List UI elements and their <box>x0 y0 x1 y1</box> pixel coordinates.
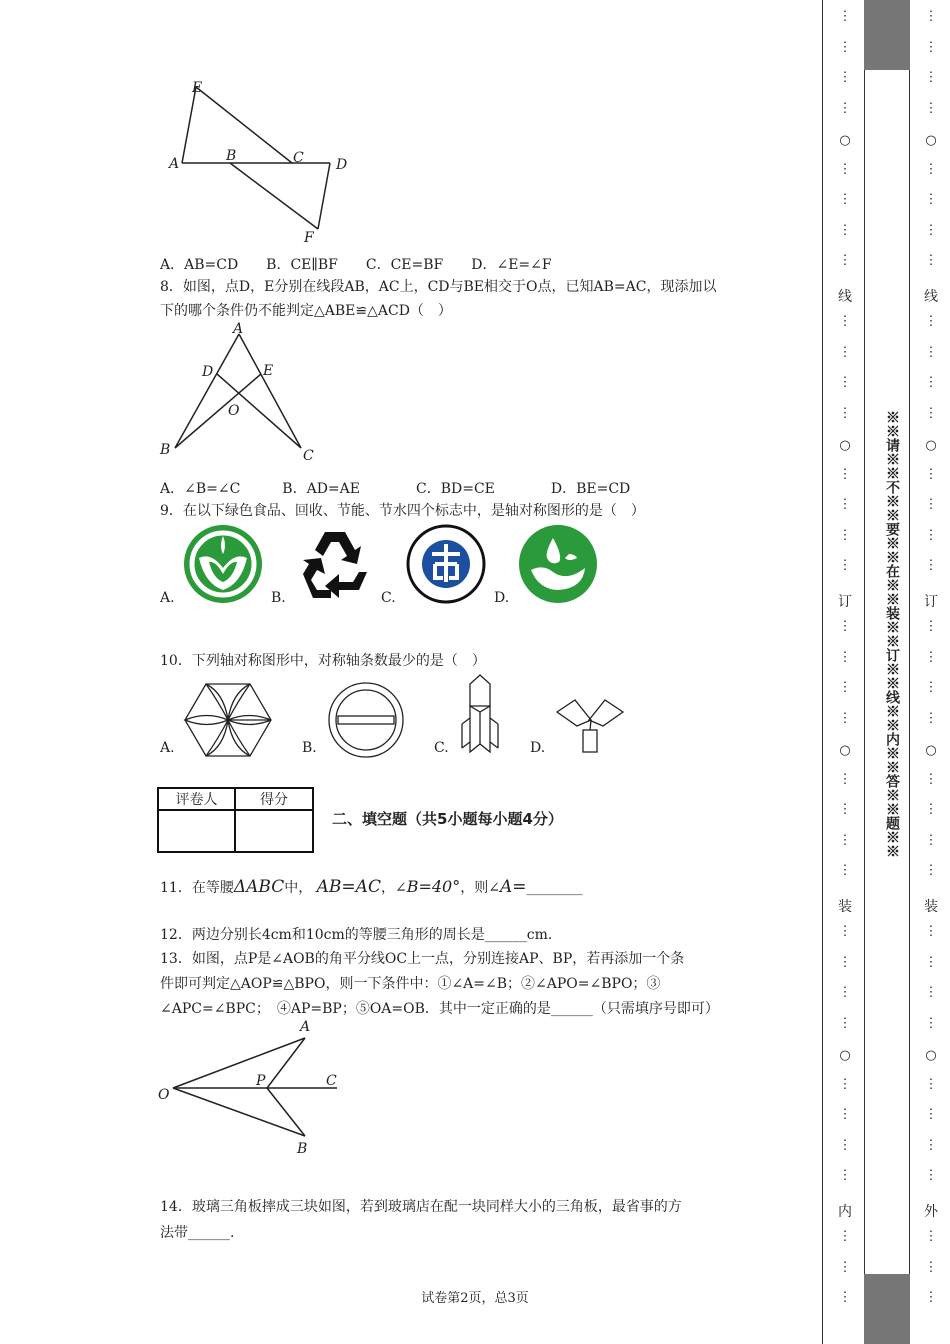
margin-dots: ⋮ <box>838 253 852 268</box>
q13-blank[interactable]: ______ <box>550 1001 593 1017</box>
inner-binding-column <box>834 0 856 1344</box>
q8-figure <box>155 320 325 465</box>
q13-label-a: A <box>300 1019 311 1035</box>
margin-border-right <box>909 0 910 1344</box>
margin-dots: ⋮ <box>924 619 938 634</box>
margin-dots: ⋮ <box>838 985 852 1000</box>
margin-label: 线 <box>924 289 938 305</box>
margin-label: 订 <box>924 594 938 610</box>
margin-dots: ⋮ <box>838 100 852 116</box>
margin-dots: ⋮ <box>838 558 852 573</box>
arrow-figure <box>458 672 504 756</box>
margin-dots: ⋮ <box>924 39 938 55</box>
energy-saving-logo-icon <box>405 524 487 604</box>
score-cell[interactable] <box>235 810 313 852</box>
q8-label-d: D <box>202 364 214 380</box>
margin-dots: ⋮ <box>838 1168 852 1183</box>
margin-dots: ⋮ <box>838 954 852 970</box>
recycle-logo-icon <box>295 524 375 604</box>
margin-dots: ⋮ <box>924 924 938 939</box>
three-blade-figure <box>555 696 625 756</box>
q13-line3-a: ∠APC=∠BPC； ④AP=BP；⑤OA=OB．其中一定正确的是 <box>160 1001 551 1017</box>
q8-label-a: A <box>233 321 244 337</box>
margin-dots: ⋮ <box>924 802 938 817</box>
no-answer-warning: ※※请※※不※※要※※在※※装※※订※※线※※内※※答※※题※※ <box>884 410 900 858</box>
margin-top-block <box>864 0 910 70</box>
margin-dots: ⋮ <box>924 1229 938 1244</box>
q8-label-c: C <box>303 448 314 464</box>
reviewer-header: 评卷人 <box>158 788 235 810</box>
q11-equation: AB=AC <box>316 877 381 897</box>
q11-angle: B=40° <box>406 877 461 896</box>
margin-dots: ⋮ <box>924 649 938 665</box>
margin-dots: ⋮ <box>924 192 938 207</box>
q10-line1: 10．下列轴对称图形中，对称轴条数最少的是（ ） <box>160 653 486 669</box>
q10-option-b-label: B. <box>302 740 317 756</box>
margin-dots: ⋮ <box>924 405 938 421</box>
margin-label: 订 <box>838 594 852 610</box>
q7-label-d: D <box>336 157 348 173</box>
margin-circle: ○ <box>839 438 851 453</box>
q12-blank[interactable]: ______ <box>484 927 527 943</box>
margin-circle: ○ <box>925 1048 937 1063</box>
q14-blank[interactable]: ______ <box>188 1225 230 1241</box>
q11-prefix: 11．在等腰 <box>160 880 234 896</box>
q14-line2-a: 法带 <box>160 1225 188 1241</box>
q7-label-f: F <box>304 230 314 245</box>
q8-label-e: E <box>263 363 274 379</box>
margin-dots: ⋮ <box>838 1076 852 1092</box>
margin-dots: ⋮ <box>838 39 852 55</box>
q9-line1: 9．在以下绿色食品、回收、节能、节水四个标志中，是轴对称图形的是（ ） <box>160 503 645 519</box>
margin-dots: ⋮ <box>924 344 938 360</box>
q8-label-o: O <box>228 403 240 419</box>
margin-dots: ⋮ <box>924 680 938 695</box>
q11-then: ，则∠ <box>460 880 500 896</box>
margin-dots: ⋮ <box>838 497 852 512</box>
margin-dots: ⋮ <box>924 1015 938 1031</box>
margin-dots: ⋮ <box>838 222 852 238</box>
q9-option-a-label: A. <box>160 590 175 606</box>
q11-triangle: ΔABC <box>233 877 285 897</box>
q14-line2-b: . <box>230 1225 235 1241</box>
q13-line1: 13．如图，点P是∠AOB的角平分线OC上一点，分别连接AP、BP，若再添加一个条 <box>160 951 685 967</box>
margin-dots: ⋮ <box>838 619 852 634</box>
score-table <box>157 787 314 853</box>
margin-dots: ⋮ <box>838 1259 852 1275</box>
q9-option-d-label: D. <box>494 590 510 606</box>
margin-dots: ⋮ <box>838 1015 852 1031</box>
margin-dots: ⋮ <box>924 527 938 543</box>
q7-label-b: B <box>226 148 237 164</box>
q12-text: 12．两边分别长4cm和10cm的等腰三角形的周长是 <box>160 927 485 943</box>
water-saving-logo-icon <box>517 524 599 604</box>
q7-figure <box>160 75 360 245</box>
margin-dots: ⋮ <box>838 314 852 329</box>
q13-label-o: O <box>158 1087 170 1103</box>
outer-binding-column <box>920 0 942 1344</box>
margin-dots: ⋮ <box>838 1137 852 1153</box>
q12-unit: cm. <box>526 927 553 943</box>
margin-dots: ⋮ <box>838 1229 852 1244</box>
margin-dots: ⋮ <box>838 802 852 817</box>
margin-dots: ⋮ <box>924 954 938 970</box>
section-title: 二、填空题（共5小题每小题4分） <box>332 810 563 828</box>
margin-circle: ○ <box>839 743 851 758</box>
q10-option-a-label: A. <box>160 740 175 756</box>
margin-dots: ⋮ <box>924 832 938 848</box>
q7-label-c: C <box>293 150 304 166</box>
q8-options: A．∠B=∠C B．AD=AE C．BD=CE D．BE=CD <box>160 481 631 497</box>
q13-label-p: P <box>256 1073 266 1089</box>
margin-circle: ○ <box>925 743 937 758</box>
q13-figure <box>155 1015 355 1160</box>
margin-border-mid <box>864 0 865 1344</box>
q11-blank[interactable]: ________ <box>526 880 583 896</box>
margin-dots: ⋮ <box>838 1107 852 1122</box>
margin-dots: ⋮ <box>924 497 938 512</box>
margin-dots: ⋮ <box>924 1137 938 1153</box>
margin-dots: ⋮ <box>924 1259 938 1275</box>
margin-circle: ○ <box>925 438 937 453</box>
margin-circle: ○ <box>925 133 937 148</box>
q9-option-b-label: B. <box>271 590 286 606</box>
margin-dots: ⋮ <box>924 9 938 24</box>
margin-dots: ⋮ <box>838 405 852 421</box>
margin-dots: ⋮ <box>924 100 938 116</box>
margin-dots: ⋮ <box>838 344 852 360</box>
q8-line2: 下的哪个条件仍不能判定△ABE≌△ACD（ ） <box>160 303 452 319</box>
margin-dots: ⋮ <box>838 680 852 695</box>
q9-option-c-label: C. <box>381 590 396 606</box>
q13-line3-b: （只需填序号即可） <box>592 1001 719 1017</box>
margin-dots: ⋮ <box>924 314 938 329</box>
q14-line1: 14．玻璃三角板摔成三块如图，若到玻璃店在配一块同样大小的三角板，最省事的方 <box>160 1199 682 1215</box>
margin-label: 装 <box>924 899 938 915</box>
margin-dots: ⋮ <box>838 70 852 85</box>
margin-dots: ⋮ <box>924 985 938 1000</box>
q13-label-c: C <box>326 1073 337 1089</box>
page-footer: 试卷第2页，总3页 <box>421 1291 529 1306</box>
margin-dots: ⋮ <box>924 1076 938 1092</box>
margin-dots: ⋮ <box>838 192 852 207</box>
margin-dots: ⋮ <box>924 70 938 85</box>
margin-border-left <box>822 0 823 1344</box>
margin-dots: ⋮ <box>924 558 938 573</box>
margin-dots: ⋮ <box>838 771 852 787</box>
q13-label-b: B <box>297 1141 308 1157</box>
margin-dots: ⋮ <box>838 9 852 24</box>
margin-label: 装 <box>838 899 852 915</box>
q10-option-d-label: D. <box>530 740 546 756</box>
margin-dots: ⋮ <box>838 375 852 390</box>
margin-label: 线 <box>838 289 852 305</box>
margin-dots: ⋮ <box>838 832 852 848</box>
margin-dots: ⋮ <box>924 863 938 878</box>
margin-dots: ⋮ <box>838 1290 852 1305</box>
q10-option-c-label: C. <box>434 740 449 756</box>
margin-dots: ⋮ <box>838 924 852 939</box>
q7-label-a: A <box>169 156 180 172</box>
margin-bottom-block <box>864 1274 910 1344</box>
q7-label-e: E <box>192 80 203 96</box>
circle-bar-figure <box>326 680 406 760</box>
q13-line2: 件即可判定△AOP≌△BPO，则一下条件中：①∠A=∠B；②∠APO=∠BPO；③ <box>160 976 661 992</box>
reviewer-cell[interactable] <box>158 810 235 852</box>
q8-label-b: B <box>160 442 171 458</box>
q11-mid: 中， <box>284 880 313 896</box>
q7-options: A．AB=CD B．CE∥BF C．CE=BF D．∠E=∠F <box>160 257 552 273</box>
margin-dots: ⋮ <box>838 649 852 665</box>
margin-dots: ⋮ <box>924 771 938 787</box>
q8-line1: 8．如图，点D，E分别在线段AB，AC上，CD与BE相交于O点，已知AB=AC，现添加以 <box>160 279 717 295</box>
margin-dots: ⋮ <box>838 466 852 482</box>
q11 <box>160 876 583 899</box>
margin-dots: ⋮ <box>924 710 938 726</box>
q12 <box>160 924 552 946</box>
q11-ask: A= <box>499 877 527 897</box>
margin-dots: ⋮ <box>924 253 938 268</box>
margin-dots: ⋮ <box>924 1107 938 1122</box>
margin-dots: ⋮ <box>838 710 852 726</box>
margin-dots: ⋮ <box>924 222 938 238</box>
margin-dots: ⋮ <box>924 161 938 177</box>
margin-dots: ⋮ <box>838 863 852 878</box>
q14-line2 <box>160 1222 234 1244</box>
margin-label: 外 <box>924 1204 938 1220</box>
margin-dots: ⋮ <box>924 1168 938 1183</box>
margin-dots: ⋮ <box>924 1290 938 1305</box>
margin-circle: ○ <box>839 1048 851 1063</box>
margin-dots: ⋮ <box>838 161 852 177</box>
margin-dots: ⋮ <box>924 466 938 482</box>
green-food-logo-icon <box>183 524 263 604</box>
margin-label: 内 <box>838 1204 852 1220</box>
margin-circle: ○ <box>839 133 851 148</box>
margin-dots: ⋮ <box>924 375 938 390</box>
hexagon-flower-figure <box>183 681 273 759</box>
margin-dots: ⋮ <box>838 527 852 543</box>
q11-sep: ，∠ <box>380 880 407 896</box>
score-header: 得分 <box>235 788 313 810</box>
